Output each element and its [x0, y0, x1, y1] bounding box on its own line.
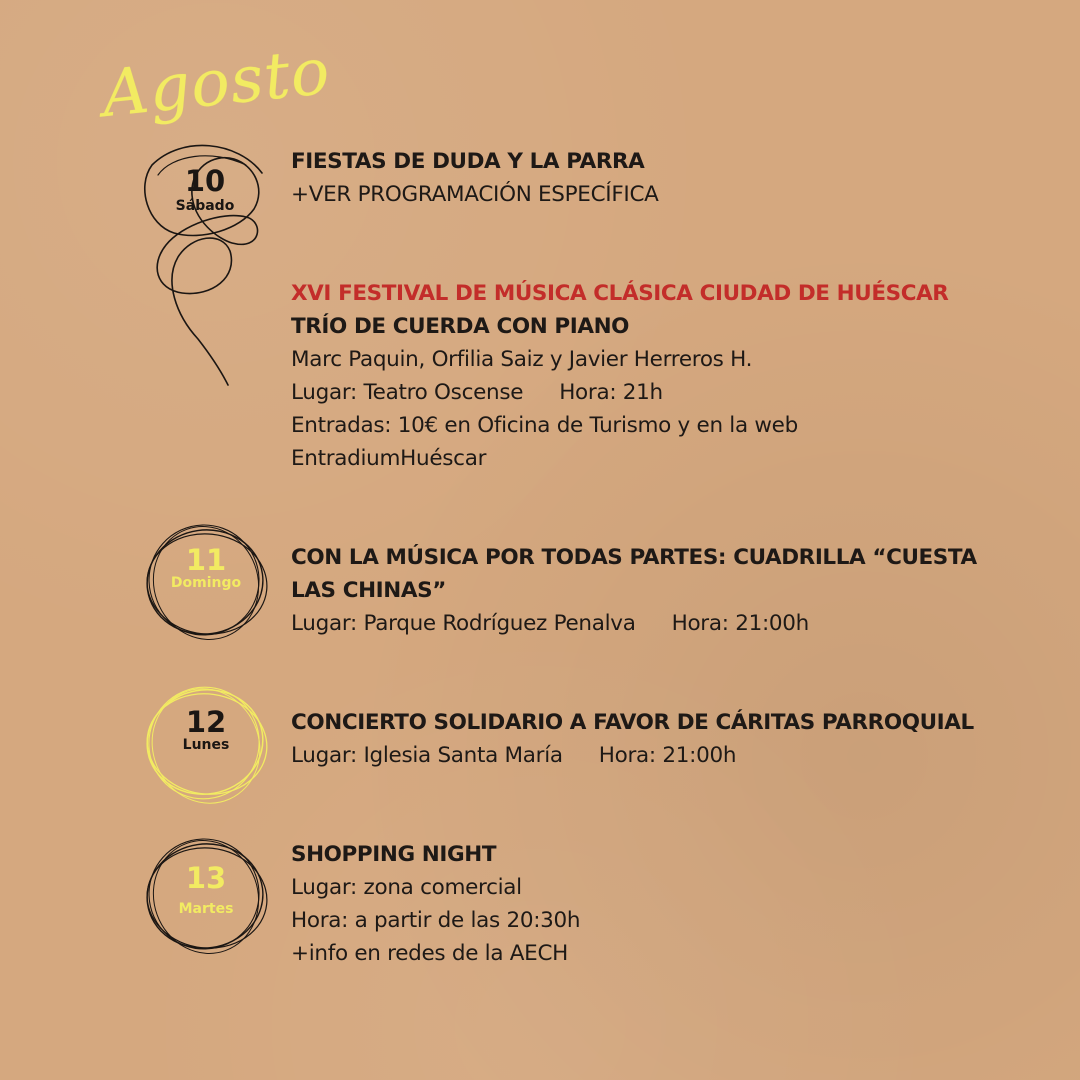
day-weekday: Domingo	[170, 575, 242, 591]
day-number: 10	[184, 164, 226, 198]
event-place: Lugar: Parque Rodríguez Penalva	[291, 611, 636, 636]
month-title: Agosto	[98, 34, 334, 133]
event-performers: Marc Paquin, Orfilia Saiz y Javier Herreros H.	[291, 347, 753, 372]
day-number: 11	[185, 543, 227, 577]
event-title: TRÍO DE CUERDA CON PIANO	[291, 314, 630, 339]
day-badge-10	[142, 125, 282, 390]
event-title-line-2: LAS CHINAS”	[291, 578, 446, 603]
day-badge-11	[141, 518, 271, 648]
event-title: FIESTAS DE DUDA Y LA PARRA	[291, 149, 645, 174]
event-cuadrilla	[291, 541, 991, 640]
event-shopping	[291, 838, 991, 970]
event-time: Hora: 21:00h	[598, 743, 737, 768]
event-fiestas	[291, 145, 991, 211]
event-place-time	[291, 739, 991, 772]
scribble-circle-dark	[141, 832, 271, 962]
day-badge-13	[141, 832, 271, 962]
event-time: Hora: a partir de las 20:30h	[291, 908, 581, 933]
event-info: +info en redes de la AECH	[291, 941, 569, 966]
event-place-time	[291, 607, 991, 640]
event-tickets: Entradas: 10€ en Oficina de Turismo y en la web	[291, 413, 798, 438]
event-concierto	[291, 706, 991, 772]
event-time: Hora: 21:00h	[671, 611, 809, 636]
event-festival	[291, 277, 991, 475]
day-weekday: Martes	[178, 901, 234, 917]
event-place: Lugar: Iglesia Santa María	[291, 743, 563, 768]
event-title: SHOPPING NIGHT	[291, 842, 497, 867]
event-title: CONCIERTO SOLIDARIO A FAVOR DE CÁRITAS PARROQUIAL	[291, 710, 974, 735]
event-place: Lugar: zona comercial	[291, 875, 522, 900]
day-weekday: Sábado	[175, 198, 235, 214]
event-place: Lugar: Teatro Oscense	[291, 380, 524, 405]
programme-link[interactable]: +VER PROGRAMACIÓN ESPECÍFICA	[291, 182, 659, 207]
day-number: 12	[185, 705, 227, 739]
day-badge-12	[141, 680, 271, 810]
event-title-line-1: CON LA MÚSICA POR TODAS PARTES: CUADRILLA “CUESTA	[291, 545, 977, 570]
event-place-time	[291, 376, 991, 409]
festival-heading: XVI FESTIVAL DE MÚSICA CLÁSICA CIUDAD DE HUÉSCAR	[291, 281, 949, 306]
day-number: 13	[185, 861, 227, 895]
event-time: Hora: 21h	[559, 380, 663, 405]
tickets-website: EntradiumHuéscar	[291, 446, 487, 471]
day-weekday: Lunes	[182, 737, 230, 753]
